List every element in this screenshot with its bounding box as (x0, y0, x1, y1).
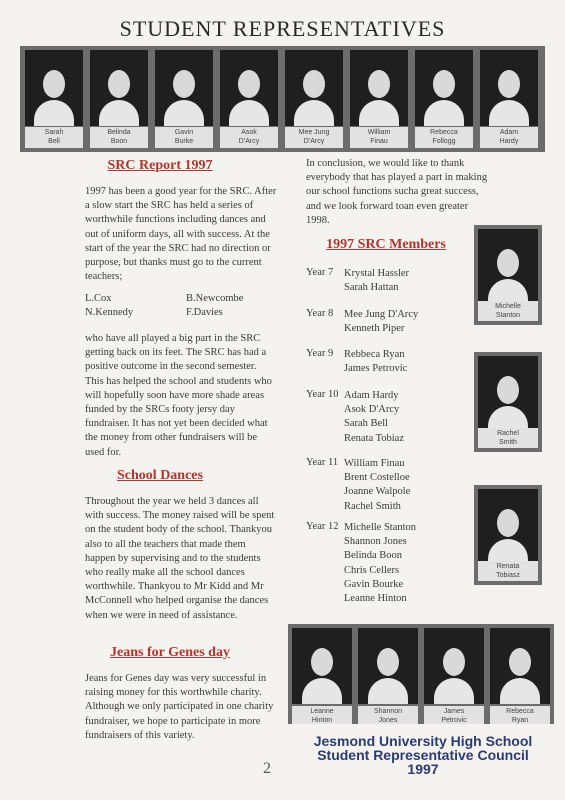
year-label: Year 11 (306, 457, 339, 468)
year-label: Year 8 (306, 308, 334, 319)
photo-caption: Leanne Hinton (292, 706, 352, 724)
portrait-image (292, 628, 352, 704)
student-photo (90, 50, 148, 148)
member-list (344, 521, 416, 606)
student-photo (480, 50, 538, 148)
photo-caption: Adam Hardy (480, 127, 538, 148)
member-list (344, 389, 404, 446)
portrait-image (478, 356, 538, 428)
portrait-image (478, 229, 538, 301)
student-photo (358, 628, 418, 726)
portrait-image (350, 50, 408, 126)
src-report-paragraph: who have all played a big part in the SRC getting back on its feet. The SRC has had a positive outcome in the second semester. This has helped the school and students who will hopefully soon have more shade areas funded by the SRCs footy jersy day fundraiser. It has not yet been decided what the money from other fundraisers will be used for. (85, 333, 272, 458)
student-photo (415, 50, 473, 148)
photo-caption: Asok D'Arcy (220, 127, 278, 148)
member-name: Sarah Hattan (344, 282, 399, 294)
jeans-day-paragraph: Jeans for Genes day was very successful in raising money for this worthwhile charity. Although we only participated in one charity fundraiser, we hope to participate in more fundraisers of this variety. (85, 673, 274, 741)
student-photo (155, 50, 213, 148)
member-name: James Petrovic (344, 363, 408, 375)
student-photo (490, 628, 550, 726)
member-list (344, 457, 410, 514)
photo-caption: Mee Jung D'Arcy (285, 127, 343, 148)
teacher-name: L.Cox (85, 293, 112, 304)
member-name: Asok D'Arcy (344, 404, 400, 416)
member-name: Gavin Bourke (344, 578, 404, 590)
portrait-image (415, 50, 473, 126)
member-list (344, 348, 407, 376)
src-report-paragraph: 1997 has been a good year for the SRC. After a slow start the SRC has held a series of worthwhile functions including dances and out of uniform days, all with success. At the start of the year the SRC had no direction or purpose, but thanks must go to the current teachers; (85, 186, 277, 283)
member-name: Michelle Stanton (344, 522, 417, 533)
conclusion-paragraph: In conclusion, we would like to thank everybody that has played a part in making our school functions sucha great success, and we look forward toan even greater 1998. (306, 158, 488, 226)
photo-caption: Gavin Burke (155, 127, 213, 148)
page-title: STUDENT REPRESENTATIVES (119, 16, 446, 41)
photo-caption: William Finau (350, 127, 408, 148)
teacher-name: B.Newcombe (186, 293, 244, 304)
photo-caption: Sarah Bell (25, 127, 83, 148)
photo-caption: Michelle Stanton (478, 301, 538, 321)
photo-caption: Rebecca Follogg (415, 127, 473, 148)
year-label: Year 9 (306, 348, 334, 359)
portrait-image (90, 50, 148, 126)
school-dances-paragraph: Throughout the year we held 3 dances all with success. The money raised will be spent on the student body of the school. Thankyou also to all the teachers that made them happen by supervising and to the students who really make all the school dances worthwhile. Thankyou to Mr Kidd and Mr McConnell who helped organise the dances when we were in need of assistance. (85, 496, 275, 621)
member-name: Rebbeca Ryan (344, 349, 405, 360)
page-number: 2 (263, 760, 271, 777)
member-name: Brent Costelloe (344, 472, 410, 484)
photo-caption: James Petrovic (424, 706, 484, 724)
student-photo (350, 50, 408, 148)
portrait-image (490, 628, 550, 704)
src-report-heading: SRC Report 1997 (107, 158, 213, 173)
portrait-image (155, 50, 213, 126)
student-photo (25, 50, 83, 148)
member-name: Adam Hardy (344, 390, 399, 401)
member-list (344, 308, 418, 336)
photo-caption: Shannon Jones (358, 706, 418, 724)
student-photo (292, 628, 352, 726)
portrait-image (285, 50, 343, 126)
portrait-image (424, 628, 484, 704)
council-name: Student Representative Council (317, 747, 529, 763)
portrait-image (25, 50, 83, 126)
year-label: Year 12 (306, 521, 339, 532)
member-name: William Finau (344, 458, 405, 469)
jeans-day-heading: Jeans for Genes day (110, 645, 230, 660)
student-photo (424, 628, 484, 726)
school-name-block (290, 734, 556, 776)
side-photo (474, 485, 542, 585)
portrait-image (480, 50, 538, 126)
student-photo (220, 50, 278, 148)
member-name: Chris Cellers (344, 564, 400, 576)
top-photo-strip (20, 46, 545, 152)
member-list (344, 267, 409, 295)
member-name: Mee Jung D'Arcy (344, 309, 419, 320)
portrait-image (358, 628, 418, 704)
photo-caption: Rebecca Ryan (490, 706, 550, 724)
members-heading: 1997 SRC Members (326, 237, 446, 252)
school-name: Jesmond University High School (313, 733, 533, 749)
teacher-name: N.Kennedy (85, 307, 134, 318)
student-photo (285, 50, 343, 148)
member-name: Renata Tobiaz (344, 432, 405, 444)
year-label: Year 10 (306, 389, 339, 400)
portrait-image (220, 50, 278, 126)
school-dances-heading: School Dances (117, 468, 203, 483)
member-name: Kenneth Piper (344, 323, 405, 335)
member-name: Leanne Hinton (344, 593, 407, 605)
photo-caption: Renata Tobiasz (478, 561, 538, 581)
photo-caption: Rachel Smith (478, 428, 538, 448)
member-name: Sarah Bell (344, 418, 389, 430)
member-name: Rachel Smith (344, 500, 401, 512)
teacher-name: F.Davies (186, 307, 223, 318)
member-name: Joanne Walpole (344, 486, 411, 498)
side-photo (474, 352, 542, 452)
side-photo (474, 225, 542, 325)
portrait-image (478, 489, 538, 561)
member-name: Krystal Hassler (344, 268, 410, 279)
year: 1997 (407, 761, 439, 777)
photo-caption: Belinda Boon (90, 127, 148, 148)
bottom-photo-strip (288, 624, 554, 724)
member-name: Belinda Boon (344, 550, 403, 562)
year-label: Year 7 (306, 267, 334, 278)
member-name: Shannon Jones (344, 536, 407, 548)
